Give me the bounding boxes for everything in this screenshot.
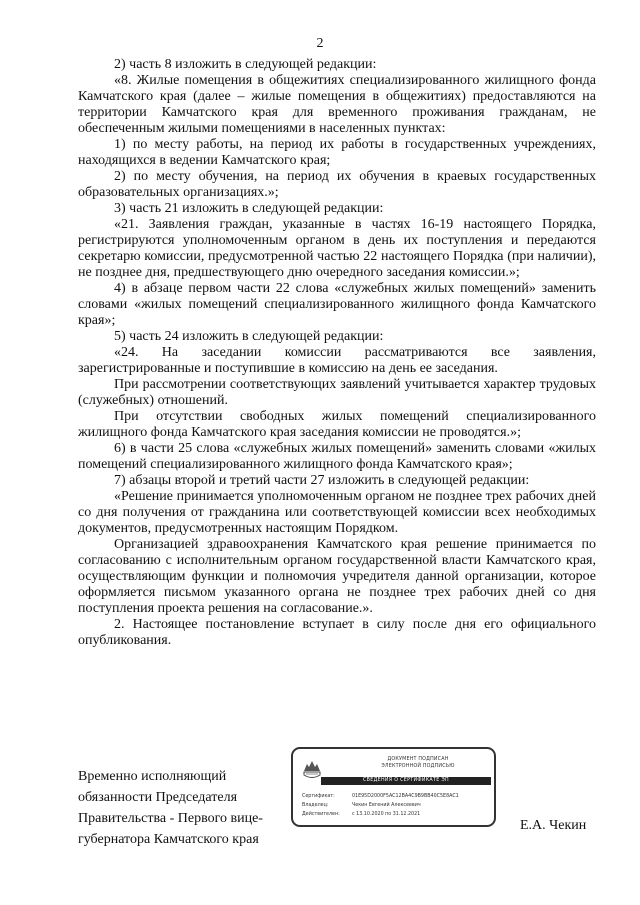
paragraph: 5) часть 24 изложить в следующей редакции:: [114, 329, 384, 344]
paragraph: «Решение принимается уполномоченным органом не позднее трех рабочих дней со дня получения от гражданина или соответствующей комиссии всех необходимых документов, предусмотренных настоящим Порядком.: [78, 489, 596, 536]
paragraph: 4) в абзаце первом части 22 слова «служебных жилых помещений» заменить словами «жилых помещений специализированного жилищного фонда Камчатского края»;: [78, 281, 596, 328]
stamp-heading-line: ЭЛЕКТРОННОЙ ПОДПИСЬЮ: [381, 764, 455, 769]
electronic-signature-stamp: [291, 747, 496, 827]
paragraph: 2. Настоящее постановление вступает в силу после дня его официального опубликования.: [78, 617, 596, 648]
signatory-position: [78, 766, 263, 850]
owner-row: [302, 802, 421, 809]
paragraph: 6) в части 25 слова «служебных жилых помещений» заменить словами «жилых помещений специализированного жилищного фонда Камчатского края»;: [78, 441, 596, 472]
paragraph: При отсутствии свободных жилых помещений специализированного жилищного фонда Камчатского края заседания комиссии не проводятся.»;: [78, 409, 596, 440]
signatory-position-line: Правительства - Первого вице-: [78, 811, 263, 826]
paragraph: «21. Заявления граждан, указанные в частях 16-19 настоящего Порядка, регистрируются уполномоченным органом в день их поступления и передаются секретарю комиссии, предусмотренной частью 22 настоящего Порядка (при наличии), не позднее дня, предшествующего дню очередного заседания комиссии.»;: [78, 217, 596, 280]
signatory-position-line: обязанности Председателя: [78, 790, 238, 805]
paragraph: 3) часть 21 изложить в следующей редакции:: [114, 201, 384, 216]
validity-row: [302, 811, 420, 818]
owner-value: Чекин Евгений Алексеевич: [352, 803, 421, 808]
certificate-value: 01E95D2000F5AC12BA4C9B9BB40C5E8AC1: [352, 794, 459, 799]
document-body: [78, 57, 596, 649]
signatory-position-line: Временно исполняющий: [78, 769, 227, 784]
certificate-row: [302, 793, 459, 800]
paragraph: При рассмотрении соответствующих заявлений учитывается характер трудовых (служебных) отношений.: [78, 377, 596, 408]
paragraph: 7) абзацы второй и третий части 27 изложить в следующей редакции:: [114, 473, 530, 488]
page-number: 2: [316, 36, 324, 51]
signatory-name: Е.А. Чекин: [520, 818, 587, 833]
validity-label: Действителен:: [302, 812, 340, 817]
paragraph: Организацией здравоохранения Камчатского края решение принимается по согласованию с исполнительным органом государственной власти Камчатского края, осуществляющим функции и полномочия учредителя данной организации, которое оформляется письмом указанного органа не позднее трех рабочих дней со дня поступления проекта решения на согласование.».: [78, 537, 596, 616]
coat-of-arms-icon: [302, 758, 322, 780]
stamp-heading-line: ДОКУМЕНТ ПОДПИСАН: [387, 757, 449, 762]
stamp-heading: [353, 756, 483, 770]
paragraph: «8. Жилые помещения в общежитиях специализированного жилищного фонда Камчатского края (далее – жилые помещения в общежитиях) предоставляются на территории Камчатского края для временного проживания гражданам, не обеспеченным жилыми помещениями в населенных пунктах:: [78, 73, 596, 136]
paragraph: 2) по месту обучения, на период их обучения в краевых государственных образовательных организациях.»;: [78, 169, 596, 200]
certificate-label: Сертификат:: [302, 794, 335, 799]
signatory-position-line: губернатора Камчатского края: [78, 832, 259, 847]
paragraph: «24. На заседании комиссии рассматриваются все заявления, зарегистрированные и поступившие в комиссию на день ее заседания.: [78, 345, 596, 376]
validity-value: с 13.10.2020 по 31.12.2021: [352, 812, 421, 817]
paragraph: 2) часть 8 изложить в следующей редакции:: [114, 57, 377, 72]
paragraph: 1) по месту работы, на период их работы в государственных учреждениях, находящихся в ведении Камчатского края;: [78, 137, 596, 168]
owner-label: Владелец:: [302, 803, 329, 808]
stamp-band: СВЕДЕНИЯ О СЕРТИФИКАТЕ ЭП: [321, 777, 491, 785]
